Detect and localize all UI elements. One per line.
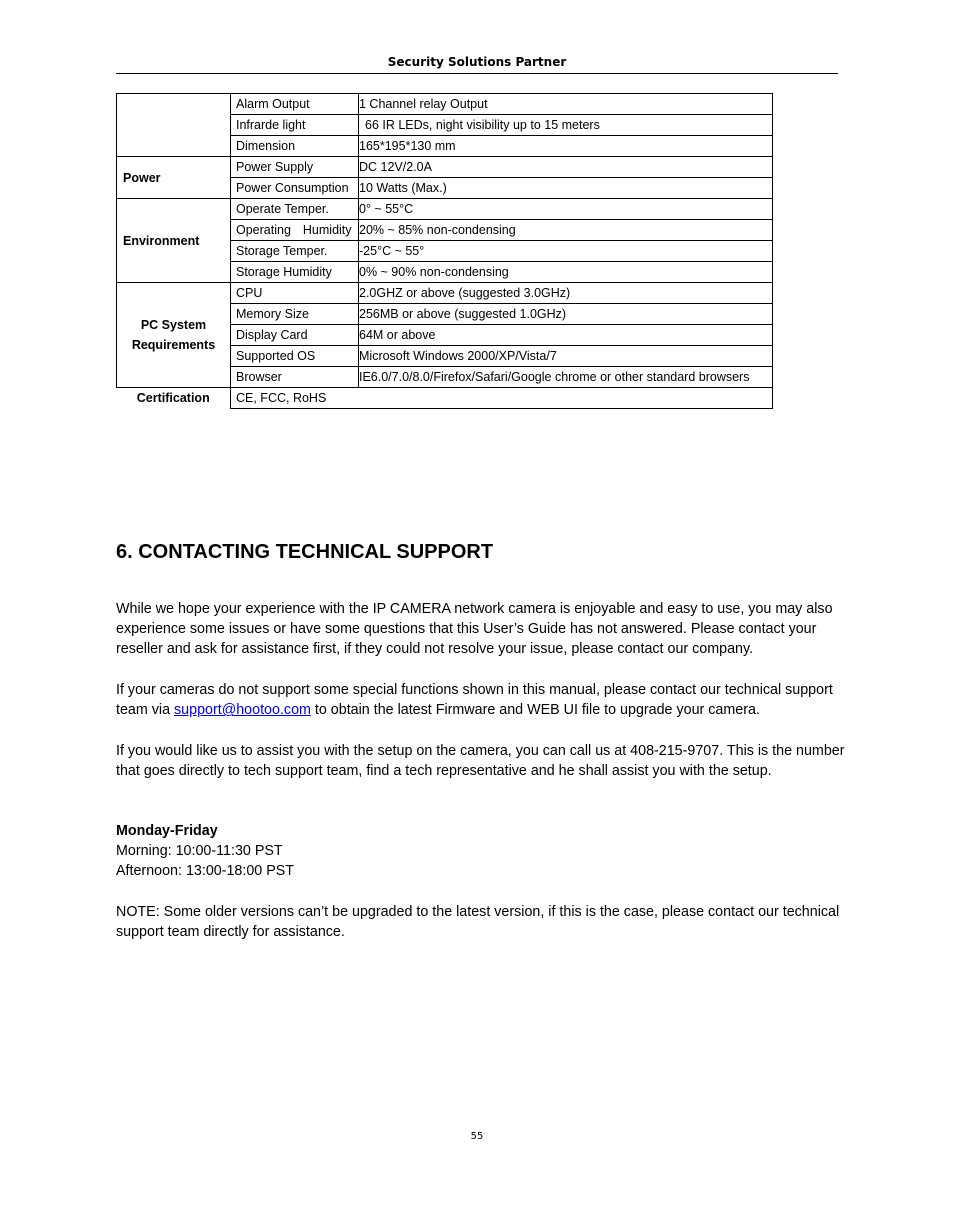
support-email-link[interactable]: support@hootoo.com xyxy=(174,702,311,719)
page-number: 55 xyxy=(470,1131,484,1142)
support-hours xyxy=(116,821,846,882)
hours-heading: Monday-Friday xyxy=(116,823,218,839)
spec-value: Microsoft Windows 2000/XP/Vista/7 xyxy=(359,346,773,367)
category-cell-blank xyxy=(117,94,231,157)
spec-item: Memory Size xyxy=(231,304,359,325)
spec-item-part: Humidity xyxy=(302,223,352,237)
spec-item-part: Operating xyxy=(236,223,291,237)
spec-value: 64M or above xyxy=(359,325,773,346)
spec-value: 10 Watts (Max.) xyxy=(359,178,773,199)
paragraph-intro: While we hope your experience with the IP CAMERA network camera is enjoyable and easy to use, you may also experience some issues or have some questions that this User’s Guide has not answered. Please contact your reseller and ask for assistance first, if they could not resolve your issue, please contact our company. xyxy=(116,601,833,658)
specifications-table xyxy=(116,93,773,409)
spec-value: -25°C ~ 55° xyxy=(359,241,773,262)
spec-item: Supported OS xyxy=(231,346,359,367)
spec-item: Infrarde light xyxy=(231,115,359,136)
header-divider xyxy=(116,73,838,74)
section-title: 6. CONTACTING TECHNICAL SUPPORT xyxy=(116,541,494,563)
spec-value: 20% ~ 85% non-condensing xyxy=(359,220,773,241)
table-row xyxy=(117,94,773,115)
table-row xyxy=(117,157,773,178)
table-row xyxy=(117,388,773,409)
spec-item: Storage Humidity xyxy=(231,262,359,283)
spec-item: Operate Temper. xyxy=(231,199,359,220)
paragraph-text: If your cameras do not support some special functions shown in this manual, please contact our technical support team via xyxy=(116,682,833,719)
spec-item: Power Supply xyxy=(231,157,359,178)
paragraph-text: to obtain the latest Firmware and WEB UI file to upgrade your camera. xyxy=(310,702,760,719)
spec-item-operating-humidity xyxy=(231,220,359,241)
hours-afternoon: Afternoon: 13:00-18:00 PST xyxy=(116,863,295,880)
spec-value: 0% ~ 90% non-condensing xyxy=(359,262,773,283)
hours-morning: Morning: 10:00-11:30 PST xyxy=(116,843,283,860)
category-power: Power xyxy=(117,157,231,199)
spec-value: 165*195*130 mm xyxy=(359,136,773,157)
spec-item: Alarm Output xyxy=(231,94,359,115)
paragraph-phone: If you would like us to assist you with the setup on the camera, you can call us at 408-215-9707. This is the number that goes directly to tech support team, find a tech representative and he shall assist you with the setup. xyxy=(116,743,845,780)
spec-value: 2.0GHZ or above (suggested 3.0GHz) xyxy=(359,283,773,304)
spec-item: Dimension xyxy=(231,136,359,157)
spec-value: 66 IR LEDs, night visibility up to 15 meters xyxy=(359,115,773,136)
spec-item: Storage Temper. xyxy=(231,241,359,262)
category-line: PC System xyxy=(140,318,207,332)
category-pc-system xyxy=(117,283,231,388)
table-row xyxy=(117,199,773,220)
spec-item: Browser xyxy=(231,367,359,388)
spec-value: 1 Channel relay Output xyxy=(359,94,773,115)
spec-item: Power Consumption xyxy=(231,178,359,199)
page-header: Security Solutions Partner xyxy=(387,55,567,69)
spec-value: CE, FCC, RoHS xyxy=(231,388,773,409)
spec-item: CPU xyxy=(231,283,359,304)
table-row xyxy=(117,283,773,304)
category-certification: Certification xyxy=(117,388,231,409)
spec-item: Display Card xyxy=(231,325,359,346)
paragraph-note: NOTE: Some older versions can’t be upgraded to the latest version, if this is the case, please contact our technical support team directly for assistance. xyxy=(116,904,840,941)
category-environment: Environment xyxy=(117,199,231,283)
spec-value: 0° ~ 55°C xyxy=(359,199,773,220)
spec-value: IE6.0/7.0/8.0/Firefox/Safari/Google chrome or other standard browsers xyxy=(359,367,773,388)
paragraph-firmware xyxy=(116,680,846,720)
spec-value: 256MB or above (suggested 1.0GHz) xyxy=(359,304,773,325)
spec-value: DC 12V/2.0A xyxy=(359,157,773,178)
category-line: Requirements xyxy=(131,338,216,352)
